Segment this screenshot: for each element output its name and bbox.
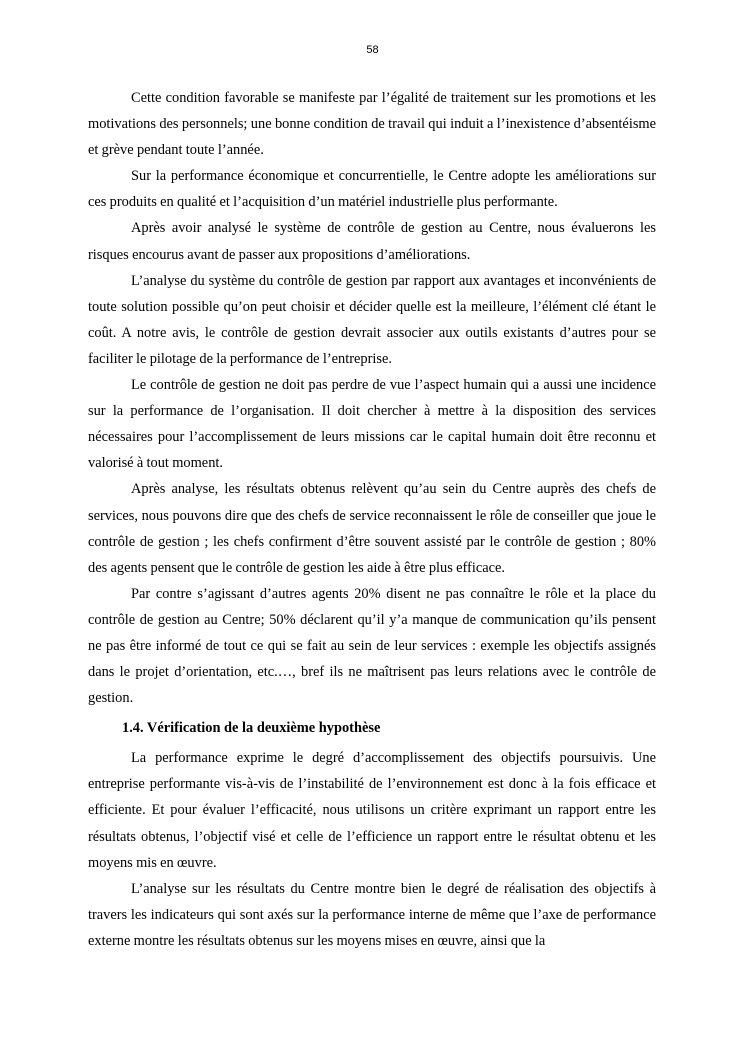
paragraph-performance-definition: La performance exprime le degré d’accomplissement des objectifs poursuivis. Une entreprise performante vis-à-vis de l’instabilité de l’environnement est donc à la fois efficace et efficiente. Et pour évaluer l’efficacité, nous utilisons un critère exprimant un rapport entre les résultats obtenus, l’objectif visé et celle de l’efficience un rapport entre le résultat obtenu et les moyens mis en œuvre. — [88, 750, 656, 871]
paragraph-other-agents: Par contre s’agissant d’autres agents 20% disent ne pas connaître le rôle et la place du contrôle de gestion au Centre; 50% déclarent qu’il y’a manque de communication qu’ils pensent ne pas être informé de tout ce qui se fait au sein de leur services : exemple les objectifs assignés dans le projet d’orientation, etc.…, bref ils ne maîtrisent pas leurs relations avec le contrôle de gestion. — [88, 585, 656, 707]
paragraph-results-chiefs: Après analyse, les résultats obtenus relèvent qu’au sein du Centre auprès des chefs de services, nous pouvons dire que des chefs de service reconnaissent le rôle de conseiller que joue le contrôle de gestion ; les chefs confirment d’être souvent assisté par le contrôle de gestion ; 80% des agents pensent que le contrôle de gestion les aide à être plus efficace. — [88, 481, 656, 576]
page-number: 58 — [366, 44, 379, 56]
paragraph-economic-performance: Sur la performance économique et concurrentielle, le Centre adopte les améliorations sur ces produits en qualité et l’acquisition d’un matériel industrielle plus performante. — [88, 168, 656, 211]
paragraph-risk-evaluation: Après avoir analysé le système de contrôle de gestion au Centre, nous évaluerons les risques encourus avant de passer aux propositions d’améliorations. — [88, 220, 656, 263]
document-body — [88, 85, 656, 954]
paragraph-control-analysis: L’analyse du système du contrôle de gestion par rapport aux avantages et inconvénients de toute solution possible qu’on peut choisir et décider quelle est la meilleure, l’élément clé étant le coût. A notre avis, le contrôle de gestion devrait associer aux outils existants d’autres pour se faciliter le pilotage de la performance de l’entreprise. — [88, 272, 656, 367]
paragraph-equal-treatment: Cette condition favorable se manifeste par l’égalité de traitement sur les promotions et les motivations des personnels; une bonne condition de travail qui induit a l’inexistence d’absentéisme et grève pendant toute l’année. — [88, 90, 656, 159]
paragraph-human-aspect: Le contrôle de gestion ne doit pas perdre de vue l’aspect humain qui a aussi une incidence sur la performance de l’organisation. Il doit chercher à mettre à la disposition des services nécessaires pour l’accomplissement de leurs missions car le capital humain doit être reconnu et valorisé à tout moment. — [88, 377, 656, 472]
section-heading: 1.4. Vérification de la deuxième hypothèse — [122, 720, 381, 737]
paragraph-results-analysis: L’analyse sur les résultats du Centre montre bien le degré de réalisation des objectifs à travers les indicateurs qui sont axés sur la performance interne de même que l’axe de performance externe montre les résultats obtenus sur les moyens mises en œuvre, ainsi que la — [88, 880, 656, 949]
